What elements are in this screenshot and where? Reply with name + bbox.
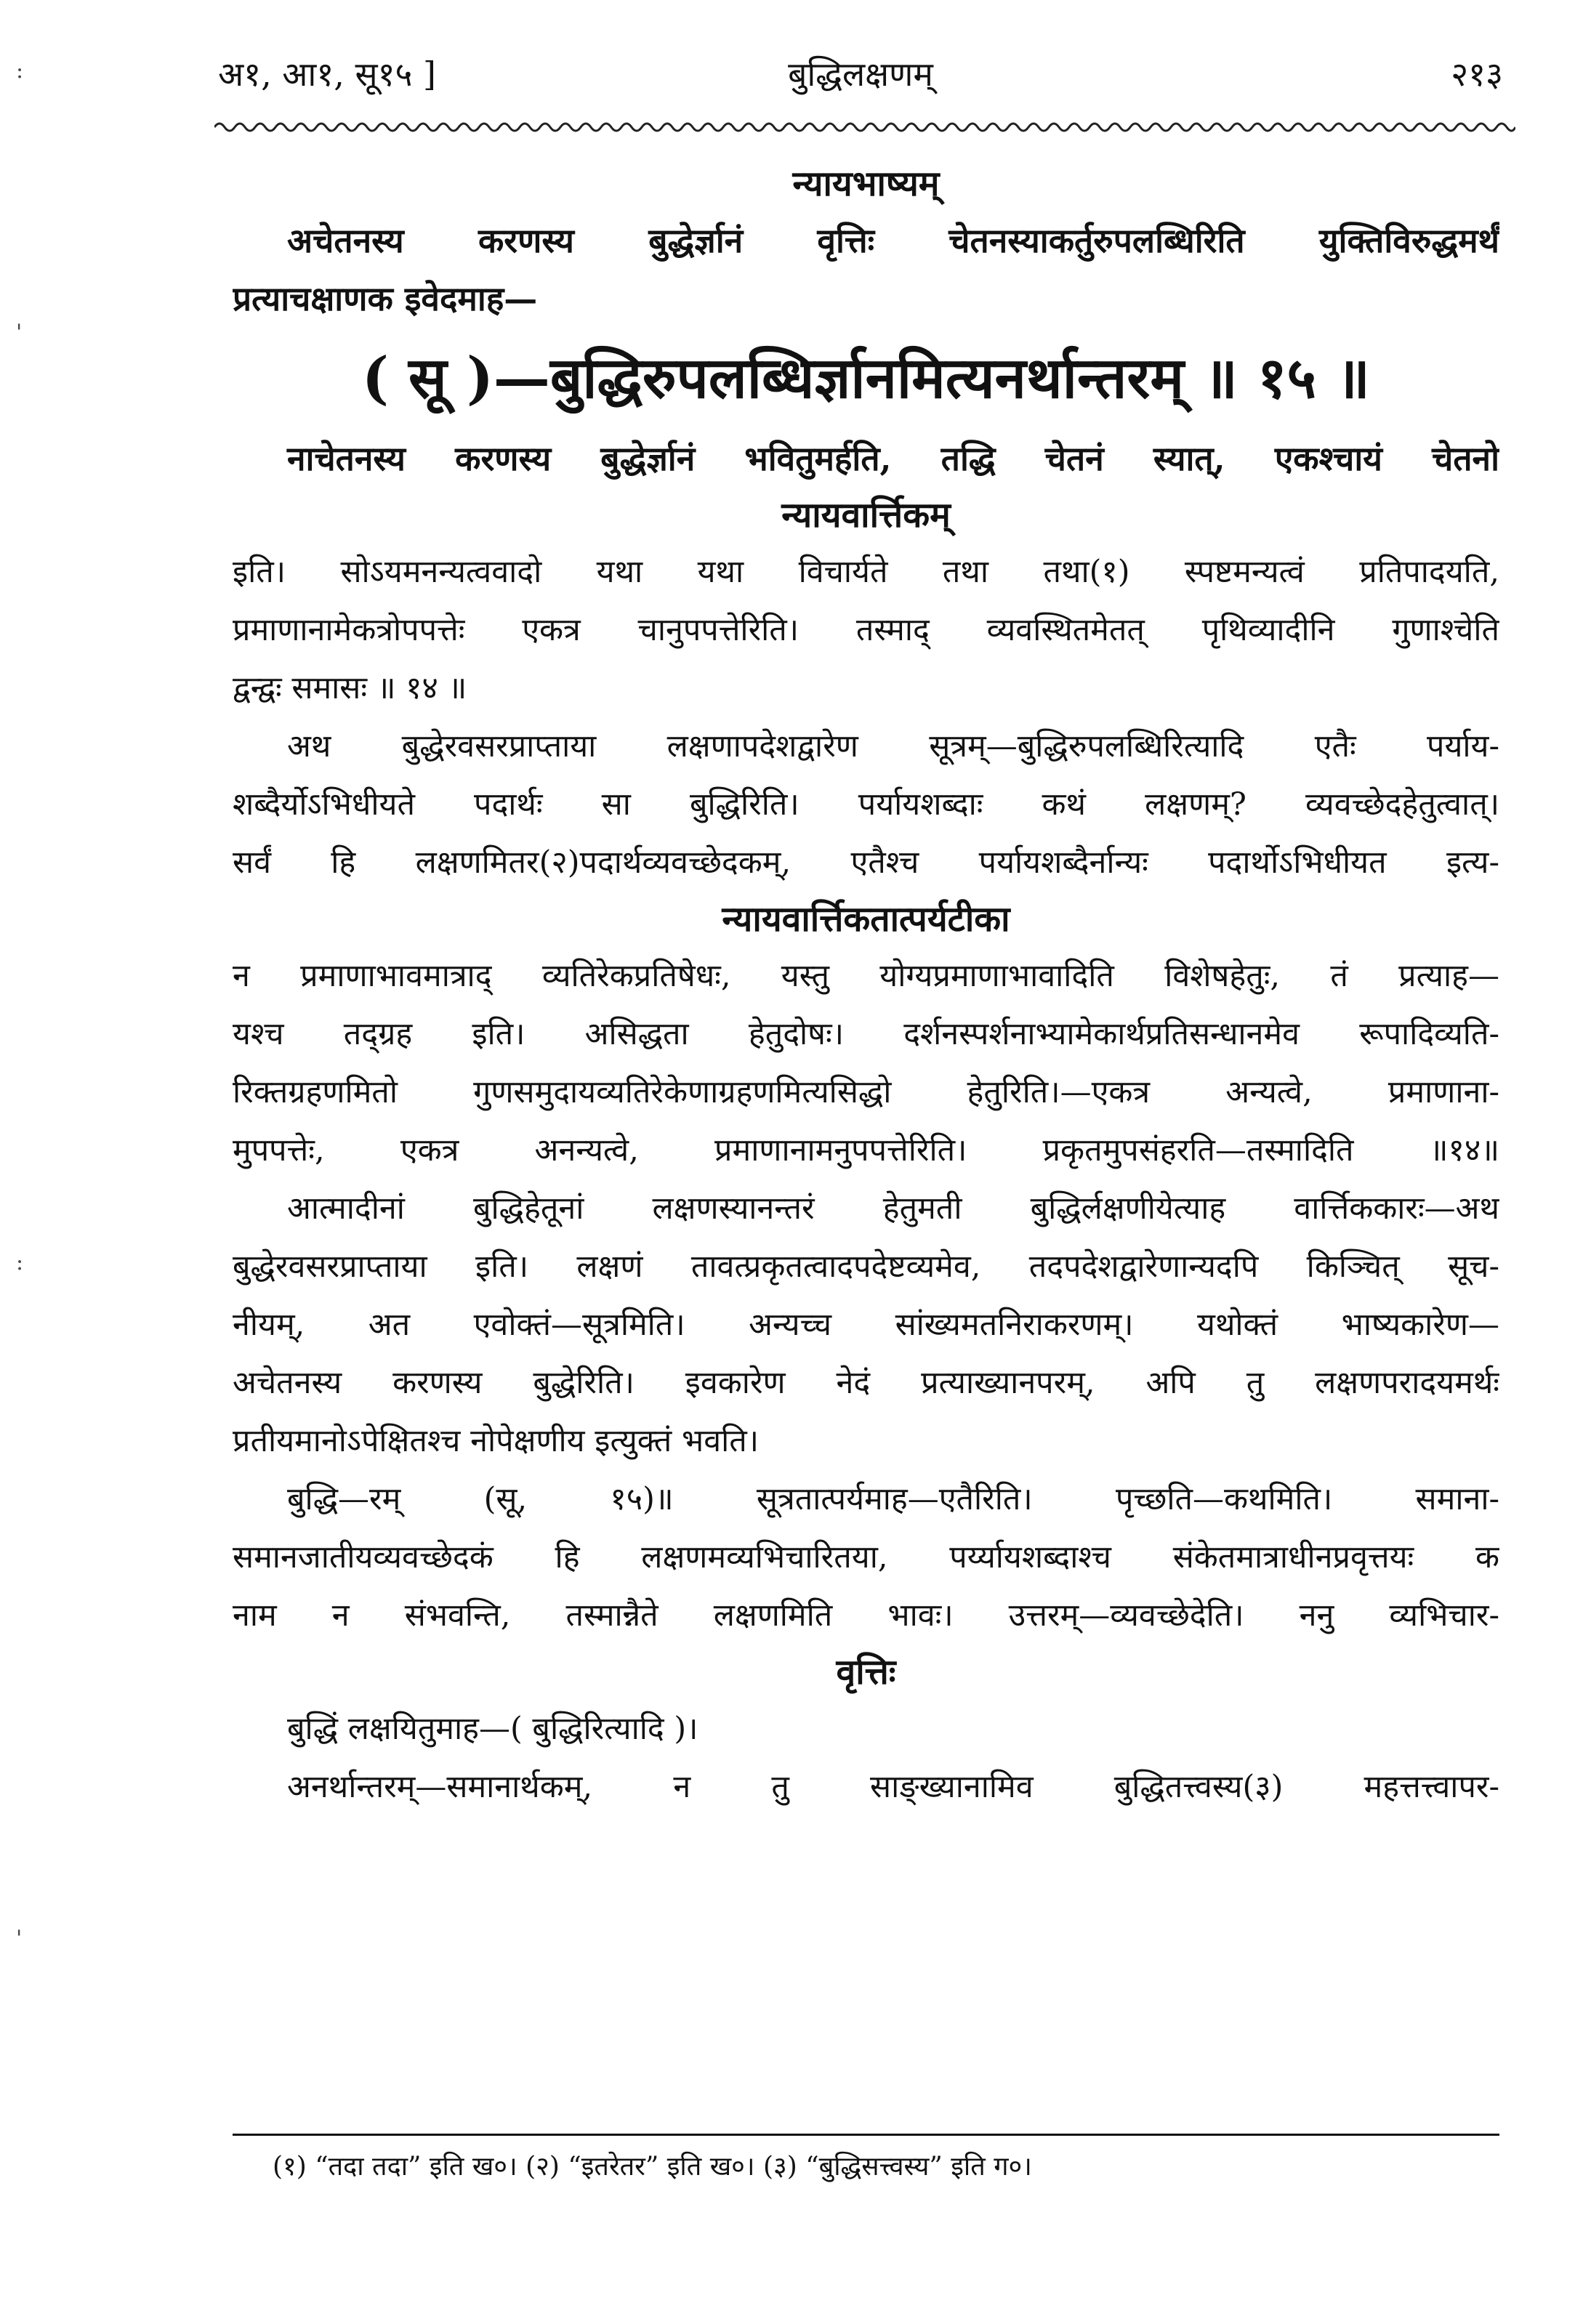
wavy-rule [214, 116, 1515, 138]
vartika-line: शब्दैर्योऽभिधीयते पदार्थः सा बुद्धिरिति। पर्यायशब्दाः कथं लक्षणम्? व्यवच्छेदहेतुत्वात्। [233, 786, 1499, 823]
page-number: २१३ [1451, 55, 1503, 94]
bhashya-line: नाचेतनस्य करणस्य बुद्धेर्ज्ञानं भवितुमर्हति, तद्धि चेतनं स्यात्, एकश्चायं चेतनो [287, 439, 1499, 478]
margin-mark: ' [16, 320, 23, 345]
tika-line: नीयम्, अत एवोक्तं—सूत्रमिति। अन्यच्च सांख्यमतनिराकरणम्। यथोक्तं भाष्यकारेण— [233, 1307, 1499, 1343]
margin-mark: : [16, 58, 24, 84]
margin-mark: : [16, 1250, 24, 1275]
vartika-line: प्रमाणानामेकत्रोपपत्तेः एकत्र चानुपपत्तेरिति। तस्माद् व्यवस्थितमेतत् पृथिव्यादीनि गुणाश्चेति [233, 612, 1499, 648]
tika-line: बुद्धि—रम् (सू, १५)॥ सूत्रतात्पर्यमाह—एतैरिति। पृच्छति—कथमिति। समाना- [287, 1481, 1499, 1517]
page-body [233, 156, 1499, 1816]
margin-mark: ' [16, 1926, 23, 1951]
section-heading-bhashya: न्यायभाष्यम् [792, 164, 940, 204]
header-title: बुद्धिलक्षणम् [788, 55, 933, 94]
section-heading-tika: न्यायवार्त्तिकतात्पर्यटीका [722, 899, 1010, 940]
tika-line: मुपपत्तेः, एकत्र अनन्यत्वे, प्रमाणानामनुपपत्तेरिति। प्रकृतमुपसंहरति—तस्मादिति ॥१४॥ [233, 1132, 1499, 1169]
footnote-rule [233, 2134, 1499, 2136]
vartika-line: सर्वं हि लक्षणमितर(२)पदार्थव्यवच्छेदकम्, एतैश्च पर्यायशब्दैर्नान्यः पदार्थोऽभिधीयत इत्य- [233, 844, 1499, 881]
running-header [218, 51, 1503, 102]
vritti-line: बुद्धिं लक्षयितुमाह—( बुद्धिरित्यादि )। [287, 1711, 698, 1747]
section-heading-vritti: वृत्तिः [836, 1652, 896, 1692]
header-section-ref: अ१, आ१, सू१५ ] [218, 55, 436, 94]
sutra-text: ( सू )—बुद्धिरुपलब्धिर्ज्ञानमित्यनर्थान्तरम् ॥ १५ ॥ [362, 345, 1370, 411]
bhashya-line: प्रत्याचक्षाणक इवेदमाह— [233, 279, 538, 318]
tika-line: बुद्धेरवसरप्राप्ताया इति। लक्षणं तावत्प्रकृतत्वादपदेष्टव्यमेव, तदपदेशद्वारेणान्यदपि किञ्चित् सूच- [233, 1248, 1499, 1285]
vartika-line: अथ बुद्धेरवसरप्राप्ताया लक्षणापदेशद्वारेण सूत्रम्—बुद्धिरुपलब्धिरित्यादि एतैः पर्याय- [287, 728, 1499, 764]
tika-line: यश्च तद्ग्रह इति। असिद्धता हेतुदोषः। दर्शनस्पर्शनाभ्यामेकार्थप्रतिसन्धानमेव रूपादिव्यति- [233, 1016, 1499, 1052]
section-heading-vartika: न्यायवार्त्तिकम् [781, 495, 951, 536]
vritti-line: अनर्थान्तरम्—समानार्थकम्, न तु साङ्ख्यानामिव बुद्धितत्त्वस्य(३) महत्तत्त्वापर- [287, 1769, 1499, 1805]
tika-line: अचेतनस्य करणस्य बुद्धेरिति। इवकारेण नेदं प्रत्याख्यानपरम्, अपि तु लक्षणपरादयमर्थः [233, 1365, 1499, 1401]
vartika-line: द्वन्द्वः समासः ॥ १४ ॥ [233, 670, 467, 706]
vartika-line: इति। सोऽयमनन्यत्ववादो यथा यथा विचार्यते तथा तथा(१) स्पष्टमन्यत्वं प्रतिपादयति, [233, 554, 1499, 590]
tika-line: समानजातीयव्यवच्छेदकं हि लक्षणमव्यभिचारितया, पर्य्यायशब्दाश्च संकेतमात्राधीनप्रवृत्तयः क [233, 1539, 1499, 1575]
tika-line: रिक्तग्रहणमितो गुणसमुदायव्यतिरेकेणाग्रहणमित्यसिद्धो हेतुरिति।—एकत्र अन्यत्वे, प्रमाणाना- [233, 1074, 1499, 1110]
footnotes: (१) “तदा तदा” इति ख०। (२) “इतरेतर” इति ख०। (३) “बुद्धिसत्त्वस्य” इति ग०। [273, 2152, 1032, 2182]
bhashya-line: अचेतनस्य करणस्य बुद्धेर्ज्ञानं वृत्तिः चेतनस्याकर्तुरुपलब्धिरिति युक्तिविरुद्धमर्थं [287, 221, 1499, 260]
tika-line: आत्मादीनां बुद्धिहेतूनां लक्षणस्यानन्तरं हेतुमती बुद्धिर्लक्षणीयेत्याह वार्त्तिककारः—अथ [287, 1190, 1499, 1227]
tika-line: न प्रमाणाभावमात्राद् व्यतिरेकप्रतिषेधः, यस्तु योग्यप्रमाणाभावादिति विशेषहेतुः, तं प्रत्याह— [233, 958, 1499, 994]
tika-line: प्रतीयमानोऽपेक्षितश्च नोपेक्षणीय इत्युक्तं भवति। [233, 1423, 760, 1459]
tika-line: नाम न संभवन्ति, तस्मान्नैते लक्षणमिति भावः। उत्तरम्—व्यवच्छेदेति। ननु व्यभिचार- [233, 1597, 1499, 1634]
